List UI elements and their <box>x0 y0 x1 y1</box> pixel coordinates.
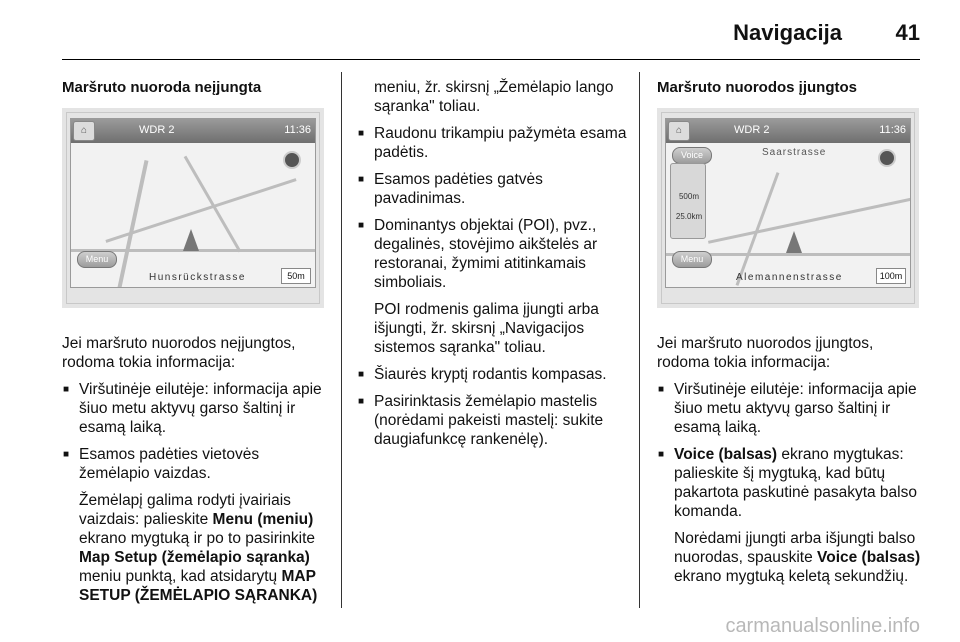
section-heading: Maršruto nuoroda neįjungta <box>62 79 262 96</box>
map-display <box>665 118 911 288</box>
map-street-label: Saarstrasse <box>762 147 827 158</box>
position-arrow-icon <box>183 229 199 251</box>
turn-guidance-panel <box>670 163 706 239</box>
info-list <box>657 380 927 586</box>
clock: 11:36 <box>284 124 311 136</box>
turn-distance: 500m <box>678 192 699 201</box>
compass-icon <box>878 149 896 167</box>
status-bar <box>666 119 910 143</box>
list-item: ■ Esamos padėties gatvės pavadinimas. <box>357 170 633 208</box>
map-scale: 50m <box>281 268 311 284</box>
list-item: ■ Pasirinktasis žemėlapio mastelis (norėdami pakeisti mastelį: sukite daugiafunkcę rankenėlę). <box>357 392 633 449</box>
column-divider <box>341 72 342 608</box>
column-3 <box>657 78 927 105</box>
remaining-distance: 25.0km <box>675 212 703 221</box>
street-name: Hunsrückstrasse <box>149 272 246 283</box>
nav-screen-illustration <box>62 108 324 308</box>
voice-paragraph: Norėdami įjungti arba išjungti balso nuorodas, spauskite Voice (balsas) ekrano mygtuką keletą sekundžių. <box>674 530 921 585</box>
map-scale: 100m <box>876 268 906 284</box>
page-number: 41 <box>895 20 920 45</box>
list-item: ■ Dominantys objektai (POI), pvz., degalinės, stovėjimo aikštelės ar restoranai, žymimi atitinkamais simboliais. POI rodmenis galima įjungti arba išjungti, žr. skirsnį „Navigacijos sistemos sąranka" toliau. <box>357 216 633 357</box>
info-list <box>357 124 633 449</box>
list-item: ■ Raudonu trikampiu pažymėta esama padėtis. <box>357 124 633 162</box>
list-item: ■ Šiaurės kryptį rodantis kompasas. <box>357 365 633 384</box>
home-icon: ⌂ <box>668 121 690 141</box>
info-list <box>62 380 334 605</box>
clock: 11:36 <box>879 124 906 136</box>
column-2 <box>357 78 633 457</box>
nav-screen-illustration <box>657 108 919 308</box>
map-display <box>70 118 316 288</box>
audio-source: WDR 2 <box>139 124 175 136</box>
status-bar <box>71 119 315 143</box>
list-item: ■ Viršutinėje eilutėje: informacija apie šiuo metu aktyvų garso šaltinį ir esamą laiką. <box>62 380 334 437</box>
section-heading: Maršruto nuorodos įjungtos <box>657 79 857 96</box>
map-view-paragraph: Žemėlapį galima rodyti įvairiais vaizdais: palieskite Menu (meniu) ekrano mygtuką ir po to pasirinkite Map Setup (žemėlapio sąranka) meniu punktą, kad atsidarytų MAP SETUP (ŽEMĖLAPIO SĄRANKA) <box>79 492 318 604</box>
page-header <box>62 0 920 60</box>
list-item: ■ Voice (balsas) ekrano mygtukas: palieskite šį mygtuką, kad būtų pakartota paskutinė pasakyta balso komanda. Norėdami įjungti arba išjungti balso nuorodas, spauskite Voice (balsas) ekrano mygtuką keletą sekundžių. <box>657 445 927 586</box>
audio-source: WDR 2 <box>734 124 770 136</box>
continued-text: meniu, žr. skirsnį „Žemėlapio lango sąranka" toliau. <box>374 79 614 115</box>
intro-text: Jei maršruto nuorodos įjungtos, rodoma tokia informacija: <box>657 335 874 371</box>
compass-icon <box>283 151 301 169</box>
list-item: ■ Viršutinėje eilutėje: informacija apie šiuo metu aktyvų garso šaltinį ir esamą laiką. <box>657 380 927 437</box>
column-1-text <box>62 334 334 613</box>
section-title: Navigacija <box>733 20 842 45</box>
menu-button: Menu <box>672 251 712 268</box>
position-arrow-icon <box>786 231 802 253</box>
home-icon: ⌂ <box>73 121 95 141</box>
voice-button: Voice <box>672 147 712 164</box>
intro-text: Jei maršruto nuorodos neįjungtos, rodoma tokia informacija: <box>62 335 296 371</box>
column-1 <box>62 78 332 105</box>
street-name: Alemannenstrasse <box>736 272 843 283</box>
column-3-text <box>657 334 927 594</box>
menu-button: Menu <box>77 251 117 268</box>
column-divider <box>639 72 640 608</box>
list-item: ■ Esamos padėties vietovės žemėlapio vaizdas. Žemėlapį galima rodyti įvairiais vaizdais: palieskite Menu (meniu) ekrano mygtuką ir po to pasirinkite Map Setup (žemėlapio sąranka) meniu punktą, kad atsidarytų MAP SETUP (ŽEMĖLAPIO SĄRANKA) <box>62 445 334 605</box>
watermark: carmanualsonline.info <box>725 615 920 637</box>
